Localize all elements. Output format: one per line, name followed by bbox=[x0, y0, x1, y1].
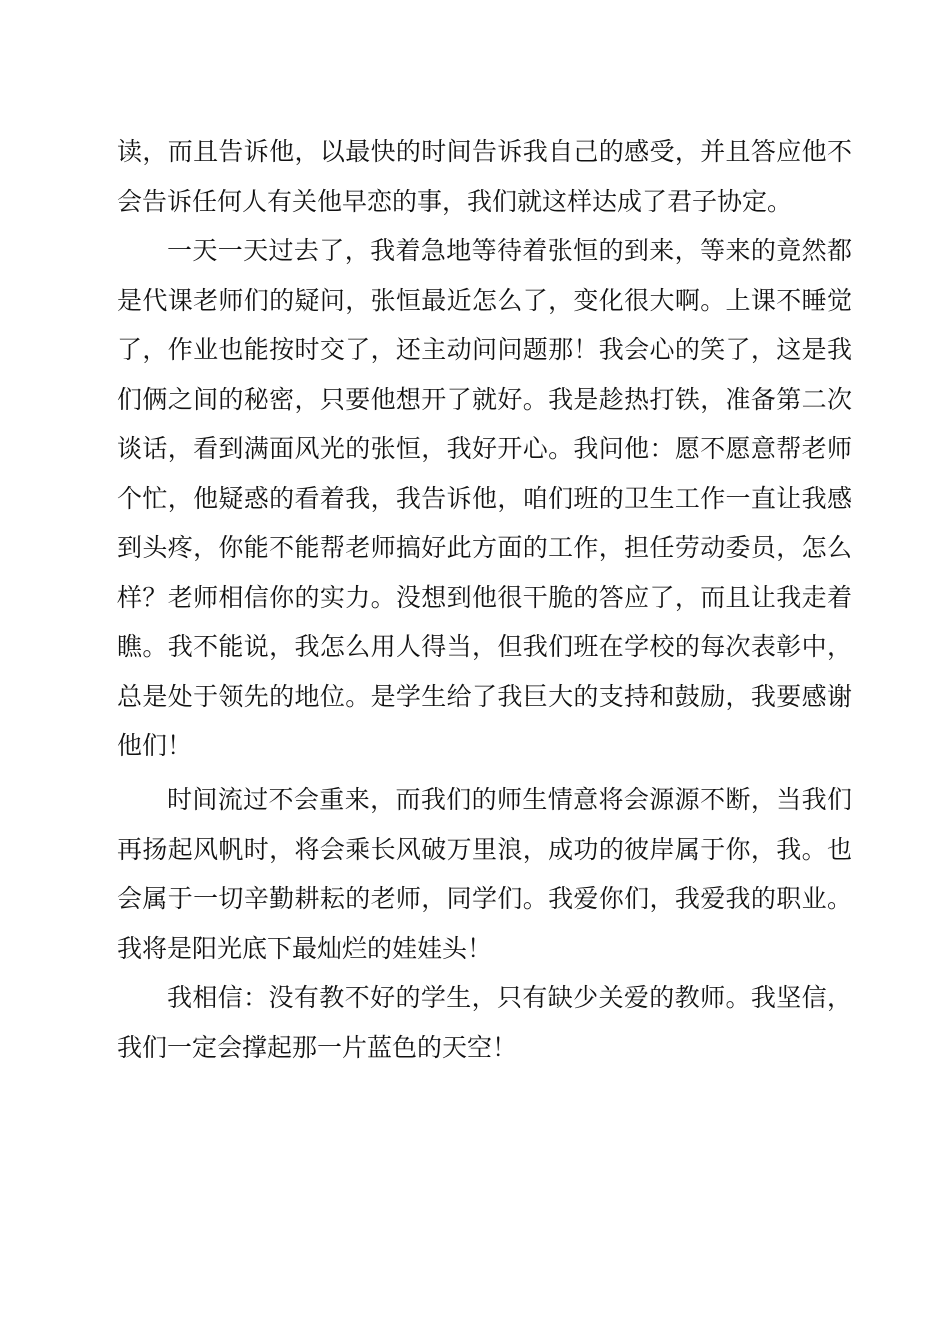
paragraph-3: 时间流过不会重来，而我们的师生情意将会源源不断，当我们再扬起风帆时，将会乘长风破万里浪，成功的彼岸属于你，我。也会属于一切辛勤耕耘的老师，同学们。我爱你们，我爱我的职业。我将是阳光底下最灿烂的娃娃头！ bbox=[117, 785, 852, 963]
paragraph-4: 我相信：没有教不好的学生，只有缺少关爱的教师。我坚信，我们一定会撑起那一片蓝色的天空！ bbox=[117, 983, 852, 1062]
paragraph-1: 读，而且告诉他，以最快的时间告诉我自己的感受，并且答应他不会告诉任何人有关他早恋的事，我们就这样达成了君子协定。 bbox=[117, 137, 852, 216]
paragraph-2: 一天一天过去了，我着急地等待着张恒的到来，等来的竟然都是代课老师们的疑问，张恒最近怎么了，变化很大啊。上课不睡觉了，作业也能按时交了，还主动问问题那！我会心的笑了，这是我们俩之间的秘密，只要他想开了就好。我是趁热打铁，准备第二次谈话，看到满面风光的张恒，我好开心。我问他：愿不愿意帮老师个忙，他疑惑的看着我，我告诉他，咱们班的卫生工作一直让我感到头疼，你能不能帮老师搞好此方面的工作，担任劳动委员，怎么样？老师相信你的实力。没想到他很干脆的答应了，而且让我走着瞧。我不能说，我怎么用人得当，但我们班在学校的每次表彰中，总是处于领先的地位。是学生给了我巨大的支持和鼓励，我要感谢他们！ bbox=[117, 236, 852, 760]
text-block-top bbox=[117, 127, 852, 771]
text-block-bottom bbox=[117, 775, 852, 1072]
